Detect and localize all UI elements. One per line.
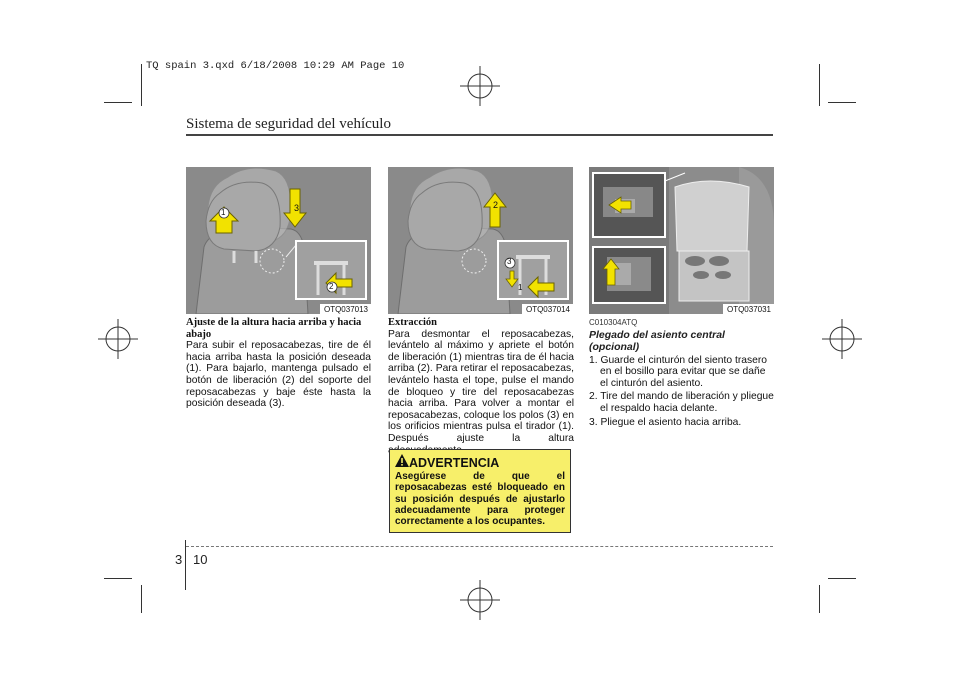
figure-label: 1 [518,283,523,292]
figure-caption: OTQ037031 [723,304,774,314]
warning-box [389,449,571,533]
registration-mark-icon [458,578,502,622]
crop-mark [141,585,142,613]
registration-mark-icon [96,317,140,361]
headrest-height-illustration [186,167,371,314]
chapter-number: 3 [175,552,183,567]
figure-headrest-height [186,167,371,314]
page-number: 10 [193,552,208,567]
center-seat-illustration [589,167,774,314]
figure-center-seat-folding [589,167,774,314]
crop-mark [141,64,142,106]
warning-title: ADVERTENCIA [409,456,500,470]
crop-mark [104,578,132,579]
section-title: Sistema de seguridad del vehículo [186,116,391,132]
footer-rule [186,546,773,547]
subsection-heading: Extracción [388,317,437,328]
registration-mark-icon [820,317,864,361]
figure-label: 3 [507,257,512,266]
figure-caption: OTQ037013 [320,304,371,314]
crop-mark [828,578,856,579]
subsection-heading: Plegado del asiento central (opcional) [589,328,725,353]
figure-label: 3 [294,203,300,213]
steps-list [589,355,774,429]
body-text: Para desmontar el reposacabezas, levántelo al máximo y apriete el botón de liberación (1) mientras tira de él hacia arriba (2). Para retirar el reposacabezas, levántelo hasta el tope, pulse el mando de bloqueo y tire del reposacabezas hacia arriba. Para volver a montar el reposacabezas, coloque los polos (3) en los orificios mientras pulsa el tirador (1). Después ajuste la altura [388,328,575,444]
crop-mark [819,64,820,106]
column-center-seat [589,317,774,430]
body-text: Para subir el reposacabezas, tire de él hacia arriba hasta la posición deseada (1). Para bajarlo, mantenga pulsado el botón de liberación (2) del soporte del reposacabezas y baje éste hasta la posición deseada (3). [186,340,371,410]
figure-label: 2 [493,200,499,210]
figure-headrest-removal [388,167,573,314]
crop-mark [819,585,820,613]
reference-code: C010304ATQ [589,318,638,327]
warning-text: Asegúrese de que el reposacabezas esté bloqueado en su posición después de ajustarlo adecuadamente para proteger correctamente a los ocupantes. [395,471,565,528]
list-item: 2. Tire del mando de liberación y pliegue el respaldo hacia delante. [589,391,774,414]
column-removal [388,317,574,456]
figure-label: 1 [221,208,226,217]
print-slug: TQ spain 3.qxd 6/18/2008 10:29 AM Page 10 [146,60,405,72]
registration-mark-icon [458,64,502,108]
title-rule [186,134,773,136]
crop-mark [828,102,856,103]
headrest-removal-illustration [388,167,573,314]
crop-mark [185,540,186,590]
list-item: 3. Pliegue el asiento hacia arriba. [589,416,742,428]
crop-mark [104,102,132,103]
warning-triangle-icon [395,454,409,467]
subsection-heading: Ajuste de la altura hacia arriba y hacia abajo [186,317,362,340]
list-item: 1. Guarde el cinturón del siento trasero en el bosillo para evitar que se dañe el cinturón del asiento. [589,354,768,389]
column-height-adjustment [186,317,371,410]
figure-label: 2 [329,282,334,291]
figure-caption: OTQ037014 [522,304,573,314]
